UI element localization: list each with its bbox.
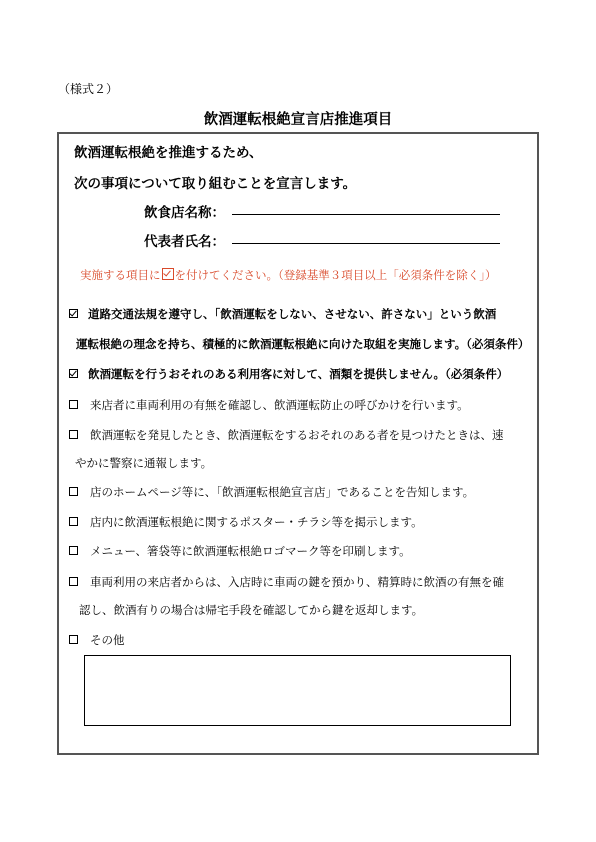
optional-checkbox-2[interactable] (69, 430, 78, 439)
instruction-text (80, 267, 497, 283)
form-number: （様式２） (58, 82, 119, 96)
other-details-box[interactable] (84, 655, 511, 726)
shop-name-field[interactable] (232, 214, 500, 215)
optional-item-5: メニュー、箸袋等に飲酒運転根絶ロゴマーク等を印刷します。 (90, 544, 411, 558)
optional-checkbox-5[interactable] (69, 546, 78, 555)
optional-item-3: 店のホームページ等に、「飲酒運転根絶宣言店」であることを告知します。 (90, 485, 475, 499)
declaration-line-1: 飲酒運転根絶を推進するため、 (74, 145, 263, 161)
optional-checkbox-7[interactable] (69, 635, 78, 644)
representative-label: 代表者氏名： (144, 234, 225, 250)
optional-checkbox-4[interactable] (69, 517, 78, 526)
optional-item-6-line-2: 認し、飲酒有りの場合は帰宅手段を確認してから鍵を返却します。 (79, 603, 424, 617)
required-item-2-line-1: 飲酒運転を行うおそれのある利用客に対して、酒類を提供しません。（必須条件） (88, 367, 509, 381)
optional-item-1: 来店者に車両利用の有無を確認し、飲酒運転防止の呼びかけを行います。 (90, 398, 469, 412)
instruction-before: 実施する項目に (80, 268, 161, 282)
optional-item-other: その他 (90, 633, 125, 647)
optional-item-2-line-2: やかに警察に通報します。 (75, 456, 213, 470)
page-title: 飲酒運転根絶宣言店推進項目 (203, 111, 393, 128)
optional-checkbox-3[interactable] (69, 487, 78, 496)
required-item-1-line-1: 道路交通法規を遵守し、「飲酒運転をしない、させない、許さない」という飲酒 (88, 307, 497, 321)
instruction-after: を付けてください。（登録基準３項目以上「必須条件を除く」） (174, 268, 497, 282)
required-checkbox-2[interactable] (69, 369, 78, 378)
optional-checkbox-6[interactable] (69, 577, 78, 586)
optional-item-6-line-1: 車両利用の来店者からは、入店時に車両の鍵を預かり、精算時に飲酒の有無を確 (90, 575, 504, 589)
checkbox-checked-icon (162, 268, 174, 280)
optional-checkbox-1[interactable] (69, 400, 78, 409)
optional-item-4: 店内に飲酒運転根絶に関するポスター・チラシ等を掲示します。 (90, 515, 423, 529)
shop-name-label: 飲食店名称： (144, 205, 225, 221)
required-checkbox-1[interactable] (69, 309, 78, 318)
optional-item-2-line-1: 飲酒運転を発見したとき、飲酒運転をするおそれのある者を見つけたときは、速 (90, 428, 504, 442)
declaration-line-2: 次の事項について取り組むことを宣言します。 (74, 176, 357, 192)
representative-field[interactable] (232, 243, 500, 244)
required-item-1-line-2: 運転根絶の理念を持ち、積極的に飲酒運転根絶に向けた取組を実施します。（必須条件） (76, 337, 530, 351)
